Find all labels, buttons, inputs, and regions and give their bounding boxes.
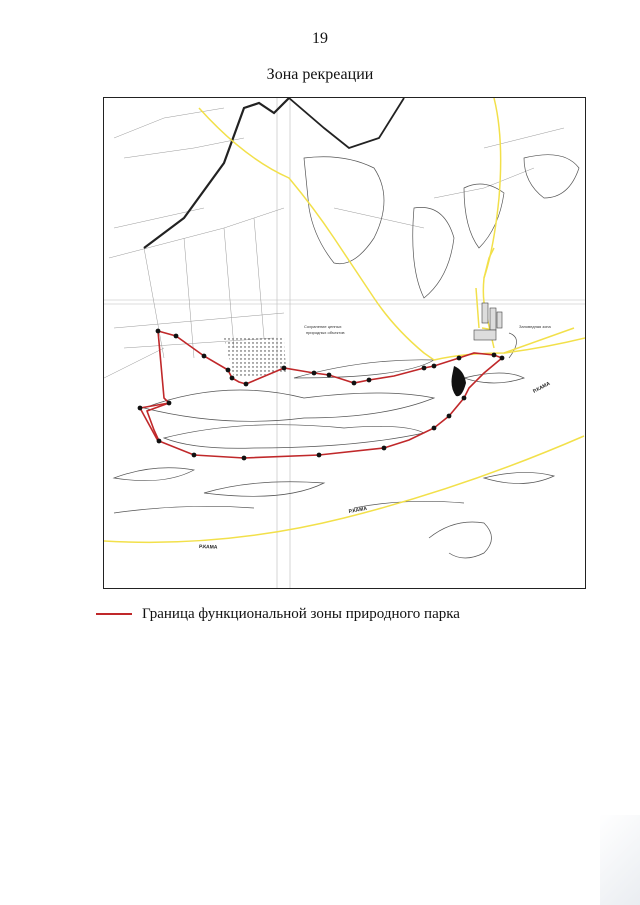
islands <box>114 155 579 558</box>
map-canvas <box>104 98 585 588</box>
district-border <box>144 98 289 248</box>
river-label: Р.КАМА <box>532 380 552 395</box>
dark-patch <box>452 366 467 396</box>
map-legend <box>96 604 460 624</box>
scan-smudge <box>600 815 640 905</box>
map-small-label: Сохранение ценных <box>304 324 342 329</box>
map-small-label: природных объектов <box>306 330 345 335</box>
map-grid <box>104 98 585 588</box>
page-title: Зона рекреации <box>266 66 374 83</box>
map-small-label: Заповедная зона <box>519 324 551 329</box>
river-label: Р.КАМА <box>348 505 368 515</box>
river-label: Р.КАМА <box>198 544 218 551</box>
recreation-zone-map <box>103 97 586 589</box>
legend-text: Граница функциональной зоны природного парка <box>142 605 460 622</box>
roads <box>104 98 585 542</box>
zone-boundary <box>140 331 502 458</box>
page-number: 19 <box>312 30 328 47</box>
legend-line-swatch <box>96 613 132 615</box>
